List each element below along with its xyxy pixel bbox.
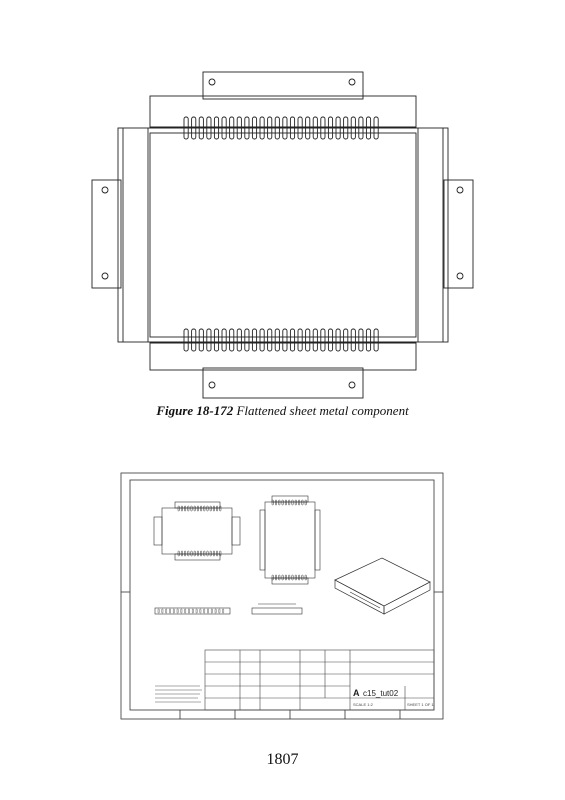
mini-slot: [200, 506, 201, 511]
mini-slot: [220, 506, 221, 511]
mini-slot: [219, 609, 220, 613]
title-block: [205, 650, 434, 710]
mini-slot: [162, 609, 163, 613]
mini-slot: [282, 500, 283, 505]
mini-slot: [302, 500, 303, 505]
mini-slot: [305, 500, 306, 505]
mini-slot: [298, 500, 299, 505]
mini-slot: [302, 575, 303, 580]
mini-slot: [204, 609, 205, 613]
louver-slot: [306, 329, 310, 351]
mini-slot: [216, 506, 217, 511]
mini-slot: [204, 506, 205, 511]
mini-slot: [223, 609, 224, 613]
louver-slot: [260, 329, 264, 351]
mini-slot: [158, 609, 159, 613]
mini-slot: [173, 609, 174, 613]
louver-slot: [366, 329, 370, 351]
bottom-tab: [203, 368, 363, 398]
sheet-number: SHEET 1 OF 1: [407, 702, 434, 707]
mini-slot: [188, 506, 189, 511]
view-flat-slots: [178, 506, 221, 556]
louver-slot: [359, 329, 363, 351]
sheet-size-letter: A: [353, 688, 360, 698]
mini-slot: [275, 500, 276, 505]
louver-slot: [275, 329, 279, 351]
louver-slot: [184, 329, 188, 351]
mini-slot: [210, 506, 211, 511]
louver-slot: [192, 329, 196, 351]
louver-slot: [321, 329, 325, 351]
mini-slot: [292, 500, 293, 505]
view-rotated-slots: [272, 500, 306, 580]
mini-slot: [279, 500, 280, 505]
mini-slot: [295, 575, 296, 580]
inner-panel: [150, 133, 416, 337]
mini-slot: [289, 500, 290, 505]
mini-slot: [178, 506, 179, 511]
mini-slot: [191, 551, 192, 556]
mini-slot: [204, 551, 205, 556]
mini-slot: [215, 609, 216, 613]
figure-label: Figure 18-172: [156, 403, 234, 418]
louver-slot: [207, 329, 211, 351]
mini-slot: [191, 506, 192, 511]
louver-slot: [313, 329, 317, 351]
bottom-louver-row: [184, 329, 378, 351]
mini-slot: [166, 609, 167, 613]
mini-slot: [295, 500, 296, 505]
mini-slot: [272, 500, 273, 505]
mini-slot: [194, 506, 195, 511]
louver-slot: [245, 329, 249, 351]
mini-slot: [220, 551, 221, 556]
louver-slot: [290, 329, 294, 351]
page-number: 1807: [266, 751, 299, 768]
figure-title: Flattened sheet metal component: [236, 403, 409, 418]
louver-slot: [230, 329, 234, 351]
louver-slot: [237, 329, 241, 351]
drawing-number: c15_tut02: [363, 689, 399, 698]
louver-slot: [336, 329, 340, 351]
mini-slot: [188, 609, 189, 613]
notes-block: [155, 686, 202, 702]
mini-slot: [184, 551, 185, 556]
figure-caption: [0, 403, 565, 419]
mini-slot: [272, 575, 273, 580]
mini-slot: [275, 575, 276, 580]
mini-slot: [196, 609, 197, 613]
mini-slot: [207, 506, 208, 511]
mini-slot: [181, 506, 182, 511]
louver-slot: [298, 329, 302, 351]
mini-slot: [207, 551, 208, 556]
louver-slot: [283, 329, 287, 351]
mini-slot: [285, 575, 286, 580]
mini-slot: [169, 609, 170, 613]
mini-slot: [185, 609, 186, 613]
view-edge-slots: [158, 609, 224, 613]
louver-slot: [328, 329, 332, 351]
louver-slot: [214, 329, 218, 351]
mini-slot: [177, 609, 178, 613]
view-flat-rotated: [260, 496, 320, 584]
mini-slot: [292, 575, 293, 580]
mini-slot: [178, 551, 179, 556]
louver-slot: [222, 329, 226, 351]
mini-slot: [200, 551, 201, 556]
louver-slot: [374, 329, 378, 351]
louver-slot: [252, 329, 256, 351]
mini-slot: [210, 551, 211, 556]
mini-slot: [298, 575, 299, 580]
mini-slot: [282, 575, 283, 580]
mini-slot: [200, 609, 201, 613]
sheet-scale: SCALE 1:2: [353, 702, 373, 707]
mini-slot: [285, 500, 286, 505]
mini-slot: [188, 551, 189, 556]
louver-slot: [351, 329, 355, 351]
drawing-sheet: [120, 472, 445, 722]
left-tab: [92, 180, 121, 288]
mini-slot: [181, 551, 182, 556]
mini-slot: [279, 575, 280, 580]
mini-slot: [213, 506, 214, 511]
mini-slot: [194, 551, 195, 556]
louver-slot: [199, 329, 203, 351]
top-tab: [203, 72, 363, 99]
mini-slot: [216, 551, 217, 556]
mini-slot: [181, 609, 182, 613]
louver-slot: [268, 329, 272, 351]
mini-slot: [207, 609, 208, 613]
mini-slot: [192, 609, 193, 613]
mini-slot: [197, 551, 198, 556]
mini-slot: [213, 551, 214, 556]
mini-slot: [197, 506, 198, 511]
mini-slot: [211, 609, 212, 613]
mini-slot: [289, 575, 290, 580]
mini-slot: [305, 575, 306, 580]
mini-slot: [184, 506, 185, 511]
louver-slot: [344, 329, 348, 351]
main-panel: [118, 128, 448, 342]
view-isometric: [335, 558, 430, 614]
